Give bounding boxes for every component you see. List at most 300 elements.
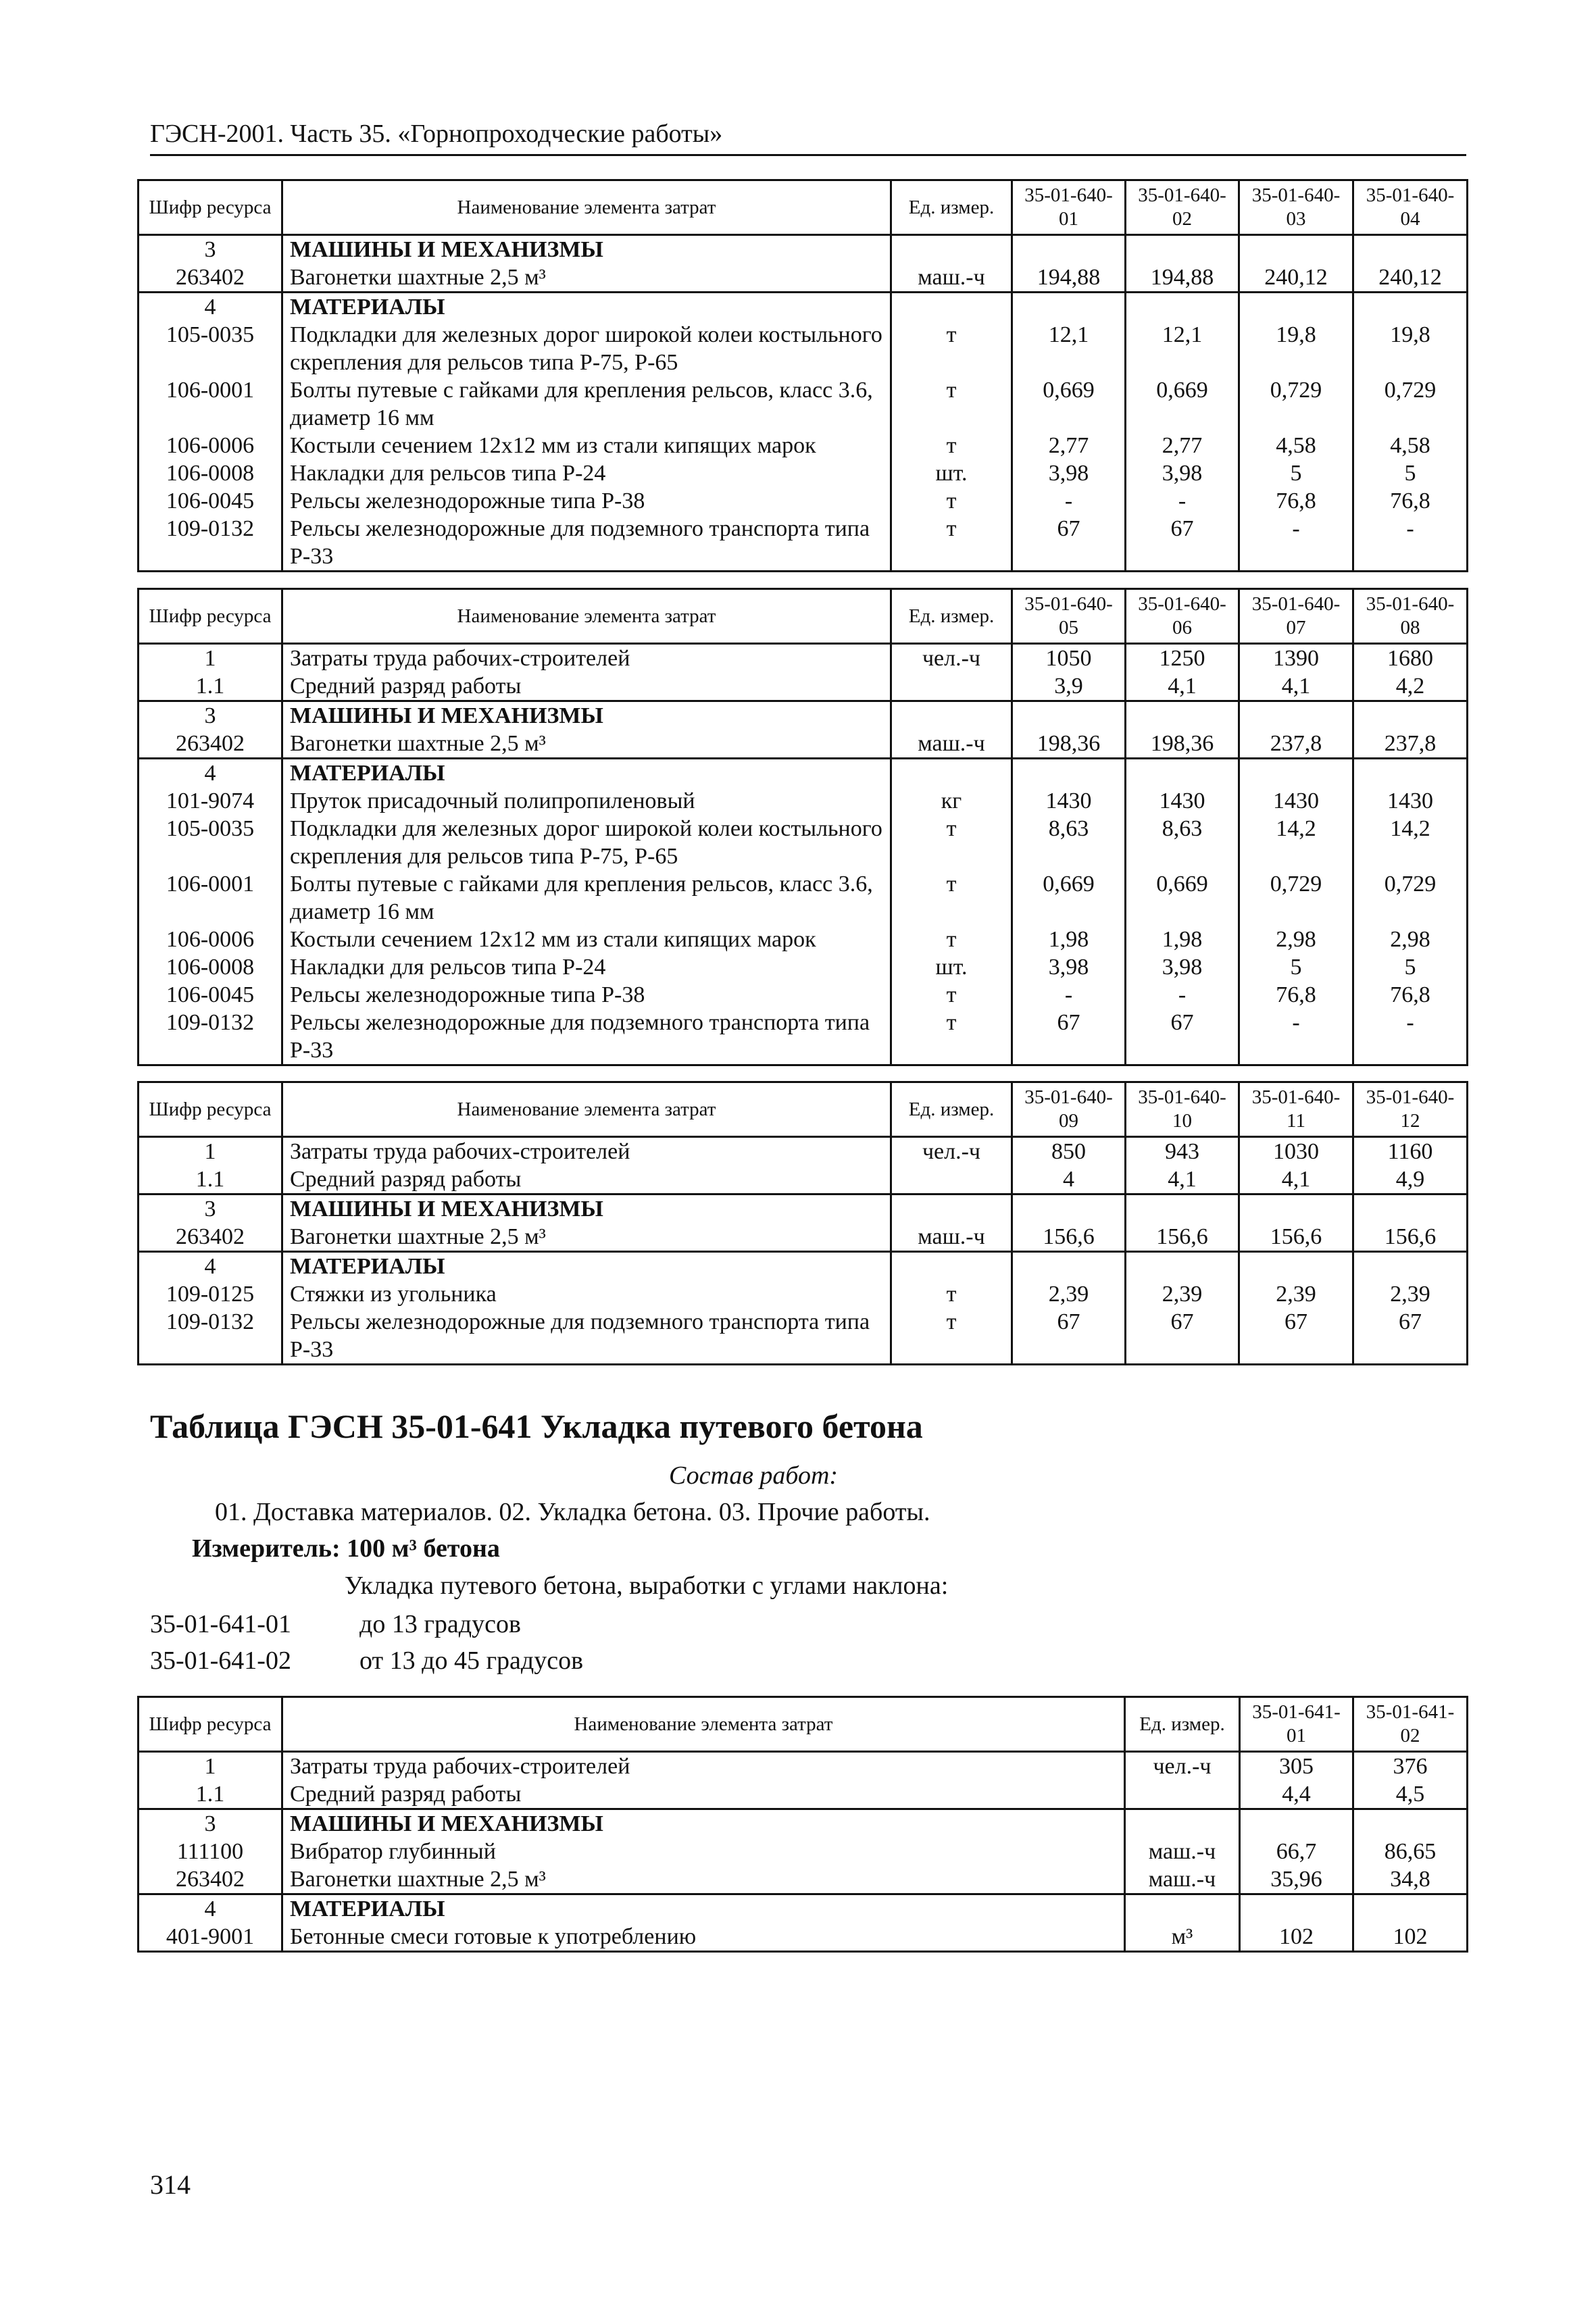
column-header-name: Наименование элемента затрат (282, 1697, 1125, 1752)
column-header-name: Наименование элемента затрат (282, 1082, 891, 1137)
value-cell: 19,8 (1239, 321, 1353, 376)
table-row (139, 1137, 1468, 1166)
value-cell: 0,729 (1239, 870, 1353, 926)
unit-cell: т (891, 1009, 1012, 1065)
value-cell: 850 (1012, 1137, 1126, 1166)
value-cell (1353, 1252, 1468, 1281)
column-header-norm: 35-01-640-07 (1239, 589, 1353, 644)
resource-code: 106-0008 (139, 953, 282, 981)
value-cell (1126, 759, 1239, 788)
value-cell (1353, 293, 1468, 322)
resource-name: Костыли сечением 12x12 мм из стали кипящих марок (282, 432, 891, 459)
value-cell: - (1012, 981, 1126, 1009)
value-cell (1012, 759, 1126, 788)
section-heading: МАТЕРИАЛЫ (282, 759, 891, 788)
value-cell: 2,39 (1126, 1280, 1239, 1308)
table-row (139, 953, 1468, 981)
table-row (139, 981, 1468, 1009)
value-cell: 2,77 (1126, 432, 1239, 459)
value-cell: 8,63 (1012, 815, 1126, 870)
table-row (139, 293, 1468, 322)
resource-code: 4 (139, 759, 282, 788)
row-group (139, 1894, 1468, 1952)
value-cell (1126, 1194, 1239, 1224)
resource-code: 109-0132 (139, 1308, 282, 1365)
value-cell: 0,669 (1012, 376, 1126, 432)
value-cell: 2,39 (1353, 1280, 1468, 1308)
table-row (139, 1252, 1468, 1281)
section-heading: МАШИНЫ И МЕХАНИЗМЫ (282, 1809, 1125, 1838)
table-row (139, 672, 1468, 701)
unit-cell (891, 1194, 1012, 1224)
resource-name: Накладки для рельсов типа Р-24 (282, 953, 891, 981)
value-cell: 4,58 (1353, 432, 1468, 459)
unit-cell: т (891, 1280, 1012, 1308)
value-cell (1239, 235, 1353, 264)
value-cell: 3,98 (1126, 459, 1239, 487)
value-cell (1353, 1194, 1468, 1224)
value-cell (1353, 235, 1468, 264)
value-cell: 67 (1239, 1308, 1353, 1365)
column-header-norm: 35-01-640-12 (1353, 1082, 1468, 1137)
value-cell: - (1353, 515, 1468, 572)
table-row (139, 1223, 1468, 1252)
value-cell: 5 (1239, 953, 1353, 981)
value-cell (1353, 701, 1468, 730)
value-cell (1240, 1894, 1353, 1923)
table-row (139, 701, 1468, 730)
value-cell (1353, 1809, 1468, 1838)
unit-cell: т (891, 870, 1012, 926)
column-header-norm: 35-01-640-02 (1126, 180, 1239, 235)
section-heading: МАШИНЫ И МЕХАНИЗМЫ (282, 1194, 891, 1224)
value-cell: 76,8 (1239, 981, 1353, 1009)
resource-name: Пруток присадочный полипропиленовый (282, 787, 891, 815)
column-header-norm: 35-01-640-01 (1012, 180, 1126, 235)
value-cell: 67 (1126, 1308, 1239, 1365)
resource-code: 4 (139, 293, 282, 322)
value-cell: 198,36 (1126, 730, 1239, 759)
table-row (139, 1165, 1468, 1194)
resource-name: Затраты труда рабочих-строителей (282, 644, 891, 673)
column-header-norm: 35-01-641-02 (1353, 1697, 1468, 1752)
value-cell: 1390 (1239, 644, 1353, 673)
unit-cell: маш.-ч (891, 730, 1012, 759)
column-header-name: Наименование элемента затрат (282, 589, 891, 644)
unit-cell (891, 235, 1012, 264)
variant-item (150, 1609, 521, 1639)
unit-cell: т (891, 432, 1012, 459)
value-cell: 305 (1240, 1752, 1353, 1781)
resource-name: Накладки для рельсов типа Р-24 (282, 459, 891, 487)
value-cell (1353, 1894, 1468, 1923)
resource-name: Вагонетки шахтные 2,5 м³ (282, 730, 891, 759)
value-cell: 194,88 (1012, 263, 1126, 293)
value-cell: 5 (1353, 459, 1468, 487)
column-header-code: Шифр ресурса (139, 180, 282, 235)
value-cell: 4,4 (1240, 1780, 1353, 1809)
value-cell: 0,669 (1126, 870, 1239, 926)
resource-name: Средний разряд работы (282, 1780, 1125, 1809)
value-cell: 4,58 (1239, 432, 1353, 459)
unit-cell: чел.-ч (1125, 1752, 1240, 1781)
value-cell (1012, 1194, 1126, 1224)
table-title: Таблица ГЭСН 35-01-641 Укладка путевого бетона (150, 1407, 923, 1445)
works-composition-label: Состав работ: (669, 1461, 839, 1490)
value-cell: 240,12 (1239, 263, 1353, 293)
column-header-norm: 35-01-641-01 (1240, 1697, 1353, 1752)
table-row (139, 730, 1468, 759)
value-cell: - (1239, 515, 1353, 572)
value-cell (1239, 1194, 1353, 1224)
resource-code: 106-0045 (139, 487, 282, 515)
resource-code: 3 (139, 1809, 282, 1838)
unit-cell (891, 1165, 1012, 1194)
value-cell (1239, 701, 1353, 730)
section-heading: МАШИНЫ И МЕХАНИЗМЫ (282, 701, 891, 730)
value-cell: 76,8 (1353, 487, 1468, 515)
row-group (139, 759, 1468, 1065)
resource-name: Вибратор глубинный (282, 1838, 1125, 1865)
value-cell (1126, 293, 1239, 322)
column-header-unit: Ед. измер. (1125, 1697, 1240, 1752)
resource-name: Бетонные смеси готовые к употреблению (282, 1923, 1125, 1952)
row-group (139, 1809, 1468, 1894)
value-cell: 1430 (1012, 787, 1126, 815)
resource-code: 109-0132 (139, 1009, 282, 1065)
unit-cell (891, 293, 1012, 322)
table-row (139, 1865, 1468, 1894)
resource-code: 4 (139, 1252, 282, 1281)
column-header-norm: 35-01-640-03 (1239, 180, 1353, 235)
unit-cell: т (891, 1308, 1012, 1365)
unit-cell: маш.-ч (1125, 1838, 1240, 1865)
table-row (139, 1838, 1468, 1865)
column-header-unit: Ед. измер. (891, 589, 1012, 644)
table-row (139, 1752, 1468, 1781)
table-row (139, 787, 1468, 815)
resource-name: Вагонетки шахтные 2,5 м³ (282, 1865, 1125, 1894)
unit-cell: чел.-ч (891, 644, 1012, 673)
resource-name: Рельсы железнодорожные для подземного транспорта типа Р-33 (282, 1009, 891, 1065)
value-cell: 4,5 (1353, 1780, 1468, 1809)
value-cell: 4,2 (1353, 672, 1468, 701)
variant-text: от 13 до 45 градусов (359, 1646, 584, 1675)
table-row (139, 1194, 1468, 1224)
section-heading: МАТЕРИАЛЫ (282, 1252, 891, 1281)
resource-name: Болты путевые с гайками для крепления рельсов, класс 3.6, диаметр 16 мм (282, 870, 891, 926)
table-row (139, 432, 1468, 459)
row-group (139, 1137, 1468, 1194)
unit-cell: шт. (891, 459, 1012, 487)
unit-cell (891, 1252, 1012, 1281)
value-cell: 0,729 (1353, 376, 1468, 432)
table-row (139, 1280, 1468, 1308)
table-row (139, 487, 1468, 515)
resource-code: 401-9001 (139, 1923, 282, 1952)
resource-code: 263402 (139, 730, 282, 759)
unit-cell (1125, 1780, 1240, 1809)
column-header-norm: 35-01-640-06 (1126, 589, 1239, 644)
value-cell: 376 (1353, 1752, 1468, 1781)
table-row (139, 1809, 1468, 1838)
table-row (139, 644, 1468, 673)
value-cell (1353, 759, 1468, 788)
resource-code: 1 (139, 1752, 282, 1781)
table-row (139, 759, 1468, 788)
value-cell: 35,96 (1240, 1865, 1353, 1894)
value-cell: 1050 (1012, 644, 1126, 673)
value-cell: - (1353, 1009, 1468, 1065)
value-cell: - (1126, 487, 1239, 515)
value-cell (1012, 701, 1126, 730)
page-number: 314 (150, 2169, 191, 2200)
table-row (139, 1009, 1468, 1065)
unit-cell: т (891, 981, 1012, 1009)
value-cell: 2,77 (1012, 432, 1126, 459)
value-cell: - (1239, 1009, 1353, 1065)
table-row (139, 515, 1468, 572)
resource-name: Костыли сечением 12x12 мм из стали кипящих марок (282, 926, 891, 953)
resource-code: 3 (139, 235, 282, 264)
resource-name: Вагонетки шахтные 2,5 м³ (282, 263, 891, 293)
value-cell: 4 (1012, 1165, 1126, 1194)
resource-code: 106-0006 (139, 926, 282, 953)
resource-name: Подкладки для железных дорог широкой колеи костыльного скрепления для рельсов типа Р-75, Р-65 (282, 815, 891, 870)
resource-code: 106-0008 (139, 459, 282, 487)
table-row (139, 459, 1468, 487)
resource-code: 3 (139, 1194, 282, 1224)
resource-code: 106-0006 (139, 432, 282, 459)
value-cell: 4,1 (1239, 1165, 1353, 1194)
value-cell: 4,1 (1239, 672, 1353, 701)
resource-code: 111100 (139, 1838, 282, 1865)
resource-code: 4 (139, 1894, 282, 1923)
table-row (139, 321, 1468, 376)
table-row (139, 926, 1468, 953)
value-cell (1012, 293, 1126, 322)
column-header-norm: 35-01-640-05 (1012, 589, 1126, 644)
resource-code: 1.1 (139, 672, 282, 701)
resource-code: 1 (139, 644, 282, 673)
resource-code: 1.1 (139, 1165, 282, 1194)
value-cell (1239, 1252, 1353, 1281)
value-cell: 67 (1012, 1308, 1126, 1365)
resource-code: 106-0045 (139, 981, 282, 1009)
value-cell: 1430 (1353, 787, 1468, 815)
resource-code: 106-0001 (139, 870, 282, 926)
value-cell (1126, 235, 1239, 264)
table-row (139, 376, 1468, 432)
resource-table-640-05-08 (137, 588, 1468, 1066)
value-cell: 1430 (1239, 787, 1353, 815)
unit-cell (891, 672, 1012, 701)
unit-cell: т (891, 487, 1012, 515)
section-heading: МАШИНЫ И МЕХАНИЗМЫ (282, 235, 891, 264)
column-header-unit: Ед. измер. (891, 1082, 1012, 1137)
measure-unit: Измеритель: 100 м³ бетона (192, 1534, 500, 1563)
resource-name: Рельсы железнодорожные типа Р-38 (282, 487, 891, 515)
value-cell (1126, 1252, 1239, 1281)
table-row (139, 1308, 1468, 1365)
value-cell: 67 (1012, 1009, 1126, 1065)
value-cell: 156,6 (1012, 1223, 1126, 1252)
table-row (139, 235, 1468, 264)
row-group (139, 235, 1468, 293)
row-group (139, 1252, 1468, 1365)
value-cell: 5 (1239, 459, 1353, 487)
table-row (139, 815, 1468, 870)
page-header: ГЭСН-2001. Часть 35. «Горнопроходческие работы» (150, 119, 1466, 156)
value-cell: 8,63 (1126, 815, 1239, 870)
resource-table-640-09-12 (137, 1081, 1468, 1365)
resource-name: Средний разряд работы (282, 1165, 891, 1194)
resource-table-641 (137, 1696, 1468, 1953)
row-group (139, 644, 1468, 701)
value-cell: 19,8 (1353, 321, 1468, 376)
resource-name: Рельсы железнодорожные для подземного транспорта типа Р-33 (282, 515, 891, 572)
resource-code: 3 (139, 701, 282, 730)
work-description: Укладка путевого бетона, выработки с углами наклона: (345, 1571, 949, 1600)
variant-item (150, 1646, 583, 1676)
value-cell: 67 (1126, 515, 1239, 572)
column-header-code: Шифр ресурса (139, 1697, 282, 1752)
value-cell: 3,98 (1012, 459, 1126, 487)
value-cell: 1250 (1126, 644, 1239, 673)
value-cell: 198,36 (1012, 730, 1126, 759)
value-cell: 66,7 (1240, 1838, 1353, 1865)
value-cell (1240, 1809, 1353, 1838)
unit-cell (891, 759, 1012, 788)
row-group (139, 293, 1468, 572)
unit-cell (1125, 1894, 1240, 1923)
column-header-norm: 35-01-640-10 (1126, 1082, 1239, 1137)
value-cell: 0,729 (1353, 870, 1468, 926)
value-cell: 2,39 (1012, 1280, 1126, 1308)
value-cell: 2,98 (1353, 926, 1468, 953)
value-cell: 14,2 (1353, 815, 1468, 870)
table-row (139, 1780, 1468, 1809)
value-cell: 3,98 (1012, 953, 1126, 981)
table-row (139, 870, 1468, 926)
value-cell: 1,98 (1126, 926, 1239, 953)
unit-cell: т (891, 376, 1012, 432)
value-cell: 1430 (1126, 787, 1239, 815)
resource-code: 105-0035 (139, 321, 282, 376)
value-cell: 5 (1353, 953, 1468, 981)
value-cell: 34,8 (1353, 1865, 1468, 1894)
column-header-norm: 35-01-640-04 (1353, 180, 1468, 235)
resource-code: 1 (139, 1137, 282, 1166)
resource-code: 106-0001 (139, 376, 282, 432)
value-cell: 102 (1353, 1923, 1468, 1952)
value-cell: 237,8 (1239, 730, 1353, 759)
value-cell: 14,2 (1239, 815, 1353, 870)
resource-name: Болты путевые с гайками для крепления рельсов, класс 3.6, диаметр 16 мм (282, 376, 891, 432)
unit-cell (1125, 1809, 1240, 1838)
value-cell: 156,6 (1353, 1223, 1468, 1252)
value-cell: 0,729 (1239, 376, 1353, 432)
resource-code: 263402 (139, 1223, 282, 1252)
value-cell (1012, 1252, 1126, 1281)
column-header-norm: 35-01-640-08 (1353, 589, 1468, 644)
variant-text: до 13 градусов (359, 1610, 521, 1638)
value-cell: 67 (1353, 1308, 1468, 1365)
value-cell: 86,65 (1353, 1838, 1468, 1865)
unit-cell (891, 701, 1012, 730)
value-cell: 237,8 (1353, 730, 1468, 759)
resource-name: Затраты труда рабочих-строителей (282, 1752, 1125, 1781)
resource-name: Рельсы железнодорожные типа Р-38 (282, 981, 891, 1009)
value-cell: 102 (1240, 1923, 1353, 1952)
variant-code: 35-01-641-01 (150, 1610, 291, 1638)
column-header-code: Шифр ресурса (139, 1082, 282, 1137)
column-header-name: Наименование элемента затрат (282, 180, 891, 235)
value-cell (1239, 293, 1353, 322)
value-cell: 67 (1012, 515, 1126, 572)
value-cell: 4,9 (1353, 1165, 1468, 1194)
value-cell: 4,1 (1126, 1165, 1239, 1194)
unit-cell: т (891, 926, 1012, 953)
value-cell: 76,8 (1353, 981, 1468, 1009)
unit-cell: т (891, 321, 1012, 376)
works-list: 01. Доставка материалов. 02. Укладка бетона. 03. Прочие работы. (215, 1498, 930, 1526)
resource-name: Затраты труда рабочих-строителей (282, 1137, 891, 1166)
value-cell: 3,9 (1012, 672, 1126, 701)
resource-name: Стяжки из угольника (282, 1280, 891, 1308)
resource-code: 263402 (139, 1865, 282, 1894)
unit-cell: маш.-ч (891, 1223, 1012, 1252)
value-cell: 194,88 (1126, 263, 1239, 293)
unit-cell: т (891, 515, 1012, 572)
value-cell: 943 (1126, 1137, 1239, 1166)
row-group (139, 1194, 1468, 1252)
column-header-code: Шифр ресурса (139, 589, 282, 644)
value-cell: 1160 (1353, 1137, 1468, 1166)
value-cell: 156,6 (1126, 1223, 1239, 1252)
resource-code: 105-0035 (139, 815, 282, 870)
unit-cell: т (891, 815, 1012, 870)
value-cell: 12,1 (1012, 321, 1126, 376)
resource-code: 1.1 (139, 1780, 282, 1809)
row-group (139, 701, 1468, 759)
value-cell: 1680 (1353, 644, 1468, 673)
unit-cell: шт. (891, 953, 1012, 981)
table-row (139, 1894, 1468, 1923)
resource-code: 263402 (139, 263, 282, 293)
value-cell: 156,6 (1239, 1223, 1353, 1252)
value-cell: 240,12 (1353, 263, 1468, 293)
column-header-norm: 35-01-640-11 (1239, 1082, 1353, 1137)
section-heading: МАТЕРИАЛЫ (282, 1894, 1125, 1923)
value-cell: - (1012, 487, 1126, 515)
table-row (139, 1923, 1468, 1952)
resource-code: 101-9074 (139, 787, 282, 815)
variant-code: 35-01-641-02 (150, 1646, 291, 1675)
value-cell: 2,98 (1239, 926, 1353, 953)
resource-name: Вагонетки шахтные 2,5 м³ (282, 1223, 891, 1252)
unit-cell: чел.-ч (891, 1137, 1012, 1166)
value-cell: 1030 (1239, 1137, 1353, 1166)
resource-name: Рельсы железнодорожные для подземного транспорта типа Р-33 (282, 1308, 891, 1365)
table-row (139, 263, 1468, 293)
unit-cell: маш.-ч (891, 263, 1012, 293)
resource-code: 109-0125 (139, 1280, 282, 1308)
value-cell: 12,1 (1126, 321, 1239, 376)
unit-cell: маш.-ч (1125, 1865, 1240, 1894)
value-cell: 76,8 (1239, 487, 1353, 515)
value-cell (1239, 759, 1353, 788)
